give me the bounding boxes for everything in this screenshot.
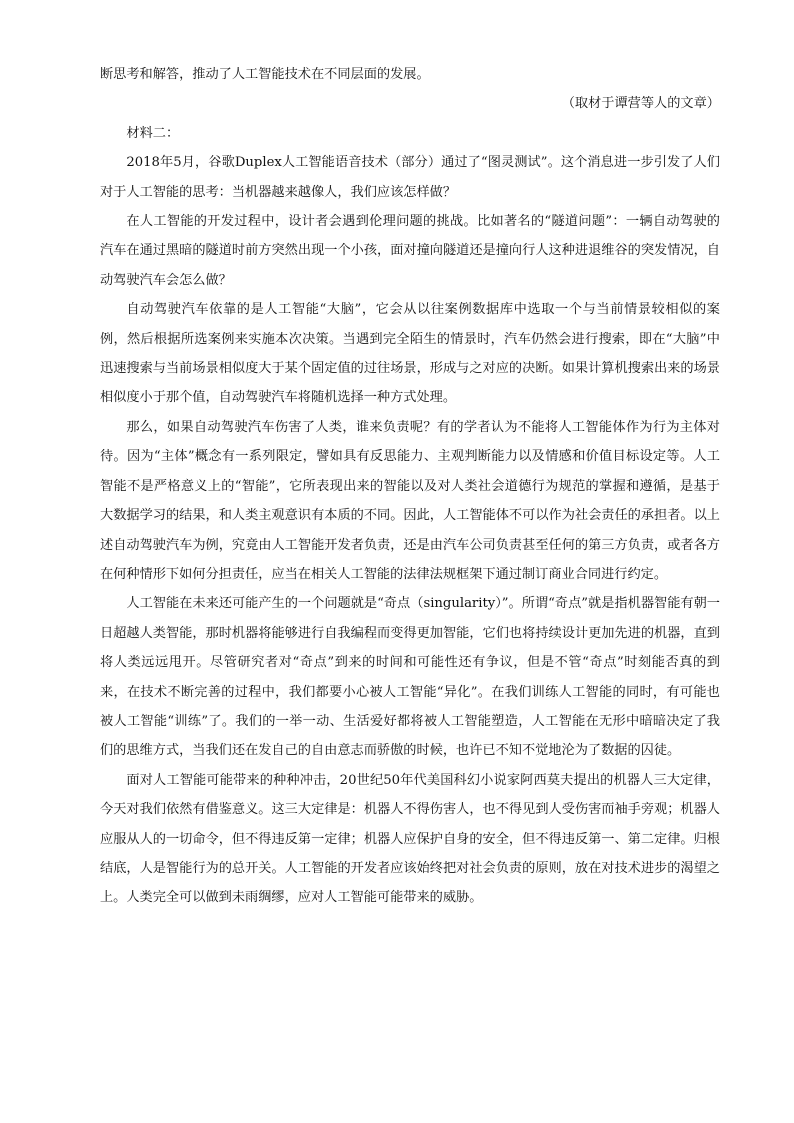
paragraph-turing-test: 2018年5月，谷歌Duplex人工智能语音技术（部分）通过了“图灵测试”。这个消息进一步引发了人们对于人工智能的思考：当机器越来越像人，我们应该怎样做？	[100, 155, 720, 200]
material-2-heading: 材料二：	[126, 125, 180, 141]
document-page	[100, 60, 720, 913]
continuation-text: 断思考和解答，推动了人工智能技术在不同层面的发展。	[100, 67, 430, 82]
paragraph-ai-brain: 自动驾驶汽车依靠的是人工智能“大脑”，它会从以往案例数据库中选取一个与当前情景较相似的案例，然后根据所选案例来实施本次决策。当遇到完全陌生的情景时，汽车仍然会进行搜索，即在“大脑”中迅速搜索与当前场景相似度大于某个固定值的过往场景，形成与之对应的决断。如果计算机搜索出来的场景相似度小于那个值，自动驾驶汽车将随机选择一种方式处理。	[100, 302, 720, 406]
paragraph-singularity: 人工智能在未来还可能产生的一个问题就是“奇点（singularity）”。所谓“奇点”就是指机器智能有朝一日超越人类智能，那时机器将能够进行自我编程而变得更加智能，它们也将持续设计更加先进的机器，直到将人类远远甩开。尽管研究者对“奇点”到来的时间和可能性还有争议，但是不管“奇点”时刻能否真的到来，在技术不断完善的过程中，我们都要小心被人工智能“异化”。在我们训练人工智能的同时，有可能也被人工智能“训练”了。我们的一举一动、生活爱好都将被人工智能塑造，人工智能在无形中暗暗决定了我们的思维方式，当我们还在发自己的自由意志而骄傲的时候，也许已不知不觉地沦为了数据的囚徒。	[100, 596, 720, 759]
paragraph-responsibility: 那么，如果自动驾驶汽车伤害了人类，谁来负责呢？有的学者认为不能将人工智能体作为行为主体对待。因为“主体”概念有一系列限定，譬如具有反思能力、主观判断能力以及情感和价值目标设定等。人工智能不是严格意义上的“智能”，它所表现出来的智能以及对人类社会道德行为规范的掌握和遵循，是基于大数据学习的结果，和人类主观意识有本质的不同。因此，人工智能体不可以作为社会责任的承担者。以上述自动驾驶汽车为例，究竟由人工智能开发者负责，还是由汽车公司负责甚至任何的第三方负责，或者各方在何种情形下如何分担责任，应当在相关人工智能的法律法规框架下通过制订商业合同进行约定。	[100, 419, 720, 582]
paragraph-three-laws: 面对人工智能可能带来的种种冲击，20世纪50年代美国科幻小说家阿西莫夫提出的机器人三大定律，今天对我们依然有借鉴意义。这三大定律是：机器人不得伤害人，也不得见到人受伤害而袖手旁观；机器人应服从人的一切命令，但不得违反第一定律；机器人应保护自身的安全，但不得违反第一、第二定律。归根结底，人是智能行为的总开关。人工智能的开发者应该始终把对社会负责的原则，放在对技术进步的渴望之上。人类完全可以做到未雨绸缪，应对人工智能可能带来的威胁。	[100, 772, 720, 906]
source-attribution: （取材于谭营等人的文章）	[561, 96, 720, 112]
paragraph-tunnel-problem: 在人工智能的开发过程中，设计者会遇到伦理问题的挑战。比如著名的“隧道问题”：一辆自动驾驶的汽车在通过黑暗的隧道时前方突然出现一个小孩，面对撞向隧道还是撞向行人这种进退维谷的突发情况，自动驾驶汽车会怎么做？	[100, 214, 720, 288]
